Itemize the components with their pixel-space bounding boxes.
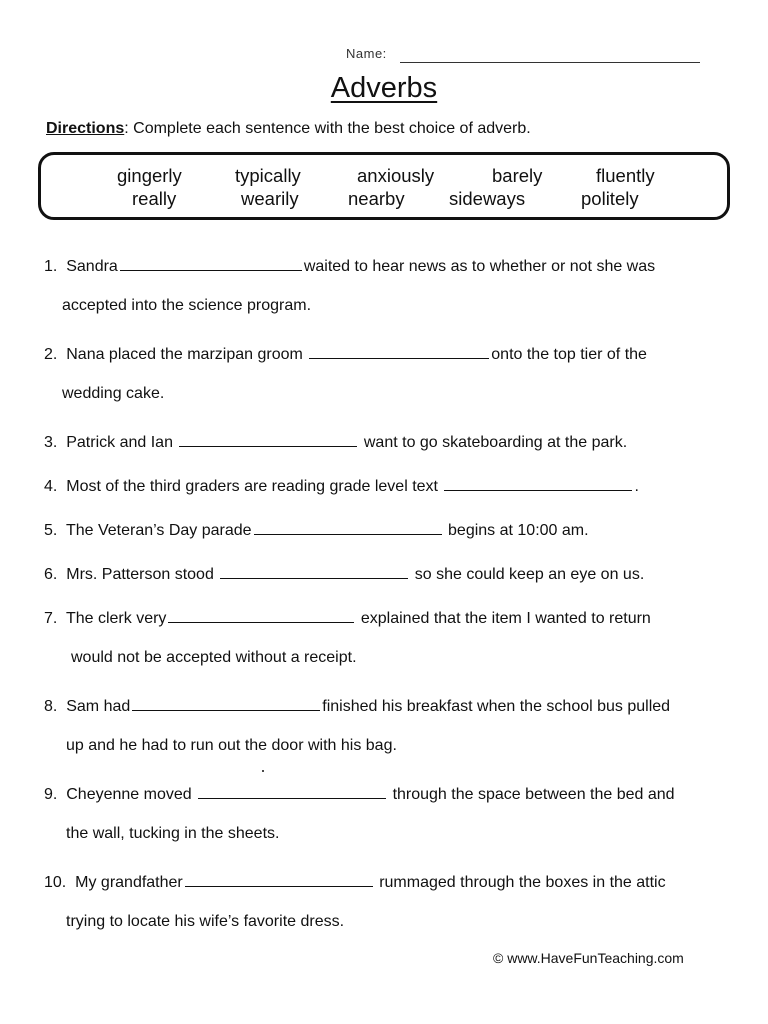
word-bank-item: gingerly (117, 165, 182, 186)
question-continuation: the wall, tucking in the sheets. (66, 825, 280, 842)
question-text: through the space between the bed and (392, 786, 675, 803)
answer-blank[interactable] (185, 870, 373, 887)
question-continuation: accepted into the science program. (62, 297, 312, 314)
word-bank (38, 152, 730, 220)
question-text: My grandfather (75, 874, 183, 891)
answer-blank[interactable] (444, 474, 632, 491)
answer-blank[interactable] (120, 254, 302, 271)
name-label: Name: (346, 46, 387, 61)
worksheet-title: Adverbs (330, 72, 438, 104)
question-text: begins at 10:00 am. (448, 522, 589, 539)
answer-blank[interactable] (309, 342, 489, 359)
word-bank-item: nearby (348, 188, 405, 209)
question-text: Sam had (66, 698, 131, 715)
answer-blank[interactable] (198, 782, 386, 799)
answer-blank[interactable] (220, 562, 408, 579)
answer-blank[interactable] (179, 430, 357, 447)
question-text: Mrs. Patterson stood (66, 566, 214, 583)
question-8 (44, 694, 670, 716)
answer-blank[interactable] (168, 606, 354, 623)
answer-blank[interactable] (132, 694, 320, 711)
word-bank-item: sideways (449, 188, 526, 209)
question-text: Nana placed the marzipan groom (66, 346, 303, 363)
question-number: 9. (44, 786, 58, 803)
question-text: . (634, 478, 639, 495)
question-number: 5. (44, 522, 58, 539)
question-4 (44, 474, 639, 496)
question-text: The Veteran’s Day parade (65, 522, 252, 539)
directions (46, 120, 531, 138)
question-1 (44, 254, 655, 276)
question-number: 7. (44, 610, 58, 627)
question-text: waited to hear news as to whether or not she was (303, 258, 656, 275)
word-bank-item: politely (581, 188, 639, 209)
question-9 (44, 782, 675, 804)
word-bank-item: anxiously (357, 165, 435, 186)
question-continuation: wedding cake. (62, 385, 165, 402)
question-continuation: would not be accepted without a receipt. (71, 649, 357, 666)
question-text: Sandra (66, 258, 118, 275)
question-text: finished his breakfast when the school bus pulled (322, 698, 671, 715)
question-text: Cheyenne moved (66, 786, 192, 803)
question-number: 2. (44, 346, 58, 363)
question-3 (44, 430, 627, 452)
stray-dot (262, 770, 264, 772)
question-continuation: trying to locate his wife’s favorite dress. (66, 913, 345, 930)
question-text: explained that the item I wanted to return (360, 610, 651, 627)
question-number: 3. (44, 434, 58, 451)
answer-blank[interactable] (254, 518, 442, 535)
question-text: The clerk very (65, 610, 167, 627)
question-10 (44, 870, 666, 892)
copyright-footer: © www.HaveFunTeaching.com (493, 950, 684, 966)
question-text: rummaged through the boxes in the attic (379, 874, 666, 891)
question-2 (44, 342, 647, 364)
question-number: 1. (44, 258, 58, 275)
word-bank-item: really (132, 188, 177, 209)
question-7 (44, 606, 651, 628)
question-number: 6. (44, 566, 58, 583)
directions-label: Directions (46, 120, 125, 137)
question-6 (44, 562, 644, 584)
question-text: onto the top tier of the (491, 346, 647, 363)
question-number: 8. (44, 698, 58, 715)
question-text: Most of the third graders are reading grade level text (66, 478, 438, 495)
word-bank-item: barely (492, 165, 543, 186)
question-number: 4. (44, 478, 58, 495)
word-bank-item: typically (235, 165, 301, 186)
word-bank-item: wearily (241, 188, 299, 209)
question-number: 10. (44, 874, 67, 891)
name-blank[interactable] (400, 62, 700, 63)
question-text: Patrick and Ian (66, 434, 173, 451)
directions-text: : Complete each sentence with the best choice of adverb. (124, 120, 531, 137)
question-continuation: up and he had to run out the door with his bag. (66, 737, 397, 754)
word-bank-item: fluently (596, 165, 655, 186)
question-text: so she could keep an eye on us. (414, 566, 645, 583)
question-text: want to go skateboarding at the park. (363, 434, 628, 451)
question-5 (44, 518, 589, 540)
